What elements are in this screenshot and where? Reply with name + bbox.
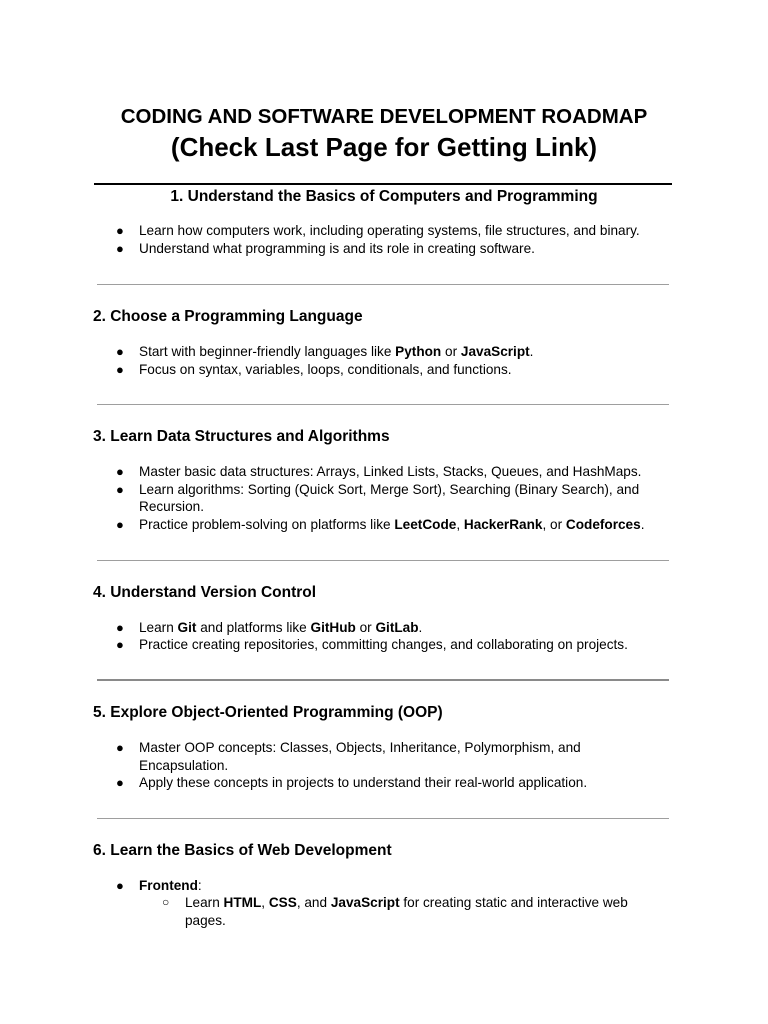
bullet-icon: ●: [116, 637, 124, 652]
keyword-css: CSS: [268, 895, 297, 910]
list-item-continuation: Recursion.: [139, 499, 204, 514]
list-item-text: Practice creating repositories, committing changes, and collaborating on projects.: [139, 637, 628, 652]
bullet-icon: ●: [116, 878, 124, 893]
list-item: [116, 516, 645, 534]
list-item-continuation: pages.: [185, 913, 226, 928]
list-item: [116, 774, 588, 792]
section-4-heading: 4. Understand Version Control: [93, 584, 317, 601]
list-item: [116, 877, 202, 895]
sub-list-item: [162, 894, 628, 912]
bullet-icon: ●: [116, 344, 124, 359]
section-divider: [97, 284, 669, 285]
bullet-icon: ●: [116, 620, 124, 635]
list-item-text: Focus on syntax, variables, loops, conditionals, and functions.: [139, 362, 512, 377]
list-item-text: ,: [456, 517, 464, 532]
title-divider: [94, 183, 672, 185]
list-item-text: for creating static and interactive web: [399, 895, 628, 910]
list-item-text: :: [197, 878, 202, 893]
keyword-github: GitHub: [310, 620, 356, 635]
list-item: [116, 240, 535, 258]
keyword-hackerrank: HackerRank: [463, 517, 543, 532]
section-divider: [97, 404, 669, 405]
list-item-text: Learn how computers work, including operating systems, file structures, and binary.: [139, 223, 640, 238]
list-item: [116, 636, 628, 654]
keyword-python: Python: [395, 344, 442, 359]
list-item-text: Master basic data structures: Arrays, Linked Lists, Stacks, Queues, and HashMaps.: [139, 464, 642, 479]
list-item-text: Apply these concepts in projects to understand their real-world application.: [139, 775, 588, 790]
list-item-text: or: [355, 620, 376, 635]
bullet-icon: ●: [116, 241, 124, 256]
list-item: [116, 222, 640, 240]
keyword-html: HTML: [223, 895, 262, 910]
section-6-heading: 6. Learn the Basics of Web Development: [93, 842, 392, 859]
keyword-git: Git: [177, 620, 197, 635]
section-divider: [97, 560, 669, 561]
list-item-text: .: [418, 620, 423, 635]
section-divider: [97, 679, 669, 681]
list-item-text: Learn algorithms: Sorting (Quick Sort, Merge Sort), Searching (Binary Search), and: [139, 482, 640, 497]
keyword-frontend: Frontend: [139, 878, 198, 893]
list-item-text: Learn: [139, 620, 178, 635]
section-3-heading: 3. Learn Data Structures and Algorithms: [93, 428, 390, 445]
list-item-text: .: [529, 344, 534, 359]
list-item-text: .: [640, 517, 645, 532]
list-item: [116, 481, 640, 499]
bullet-icon: ●: [116, 223, 124, 238]
bullet-icon: ●: [116, 740, 124, 755]
list-item-text: Understand what programming is and its role in creating software.: [139, 241, 535, 256]
list-item-text: ,: [261, 895, 269, 910]
list-item: [116, 343, 534, 361]
list-item-text: Practice problem-solving on platforms like: [139, 517, 395, 532]
list-item-text: or: [441, 344, 461, 359]
list-item-text: Master OOP concepts: Classes, Objects, Inheritance, Polymorphism, and: [139, 740, 581, 755]
document-title: CODING AND SOFTWARE DEVELOPMENT ROADMAP: [120, 105, 648, 128]
list-item: [116, 739, 581, 757]
bullet-icon: ●: [116, 362, 124, 377]
list-item-text: and platforms like: [196, 620, 311, 635]
list-item-text: , or: [542, 517, 566, 532]
keyword-javascript: JavaScript: [330, 895, 400, 910]
section-2-heading: 2. Choose a Programming Language: [93, 308, 363, 325]
hollow-bullet-icon: ○: [162, 895, 170, 909]
list-item-continuation: Encapsulation.: [139, 758, 229, 773]
section-5-heading: 5. Explore Object-Oriented Programming (OOP): [93, 704, 443, 721]
bullet-icon: ●: [116, 517, 124, 532]
keyword-leetcode: LeetCode: [394, 517, 457, 532]
bullet-icon: ●: [116, 775, 124, 790]
list-item-text: , and: [296, 895, 331, 910]
list-item-text: Start with beginner-friendly languages like: [139, 344, 396, 359]
keyword-codeforces: Codeforces: [565, 517, 641, 532]
list-item: [116, 619, 423, 637]
document-subtitle: (Check Last Page for Getting Link): [170, 132, 598, 162]
keyword-gitlab: GitLab: [375, 620, 419, 635]
list-item: [116, 463, 642, 481]
list-item: [116, 361, 512, 379]
keyword-javascript: JavaScript: [460, 344, 530, 359]
bullet-icon: ●: [116, 482, 124, 497]
section-divider: [97, 818, 669, 819]
section-1-heading: 1. Understand the Basics of Computers and Programming: [170, 188, 598, 205]
bullet-icon: ●: [116, 464, 124, 479]
list-item-text: Learn: [185, 895, 224, 910]
